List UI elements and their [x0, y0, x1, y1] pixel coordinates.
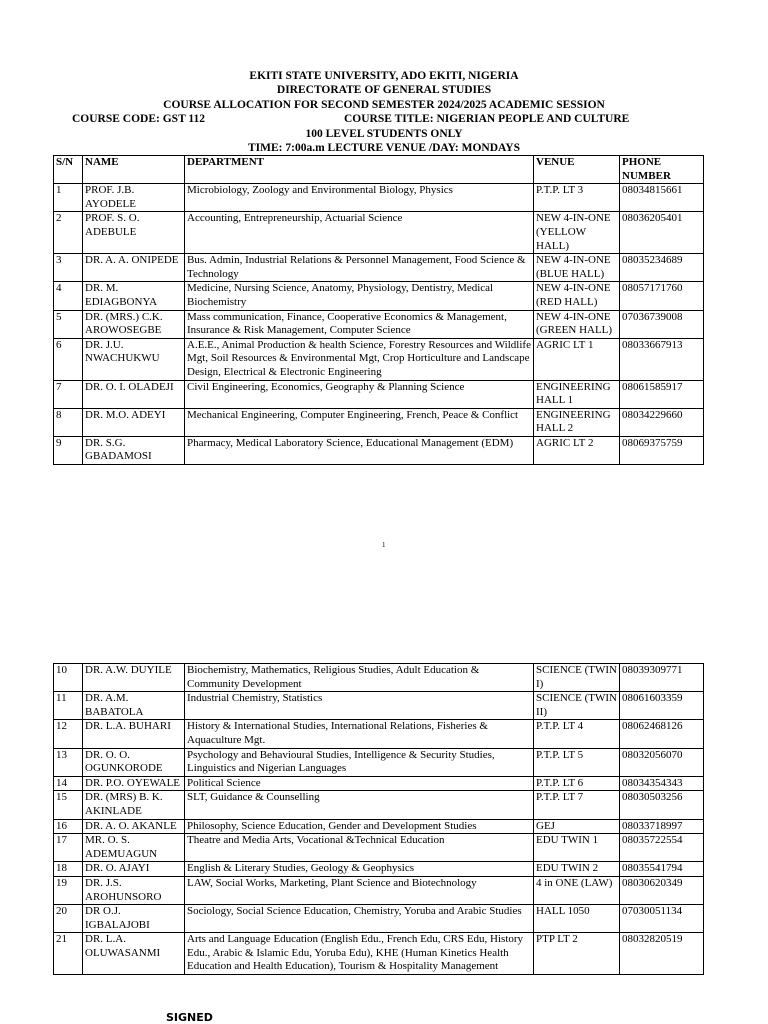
table-row	[54, 310, 704, 338]
cell-venue: P.T.P. LT 7	[534, 791, 620, 819]
cell-venue: SCIENCE (TWIN II)	[534, 692, 620, 720]
cell-name: DR. (MRS) B. K. AKINLADE	[83, 791, 185, 819]
cell-sn: 12	[54, 720, 83, 748]
cell-department: Arts and Language Education (English Edu., French Edu, CRS Edu, History Edu., Arabic & Islamic Edu, Yoruba Edu), KHE (Human Kinetics Health Education and Health Education), Tourism & Hospitality Management	[185, 933, 534, 975]
cell-department: Mechanical Engineering, Computer Engineering, French, Peace & Conflict	[185, 408, 534, 436]
cell-name: DR. M. EDIAGBONYA	[83, 282, 185, 310]
course-code: COURSE CODE: GST 112	[72, 113, 206, 125]
cell-phone: 07030051134	[620, 905, 704, 933]
course-title: COURSE TITLE: NIGERIAN PEOPLE AND CULTURE	[344, 113, 630, 125]
cell-department: LAW, Social Works, Marketing, Plant Science and Biotechnology	[185, 876, 534, 904]
cell-department: Civil Engineering, Economics, Geography & Planning Science	[185, 380, 534, 408]
cell-sn: 13	[54, 748, 83, 776]
cell-sn: 18	[54, 862, 83, 877]
cell-venue: SCIENCE (TWIN I)	[534, 664, 620, 692]
table-row	[54, 282, 704, 310]
cell-phone: 08057171760	[620, 282, 704, 310]
cell-venue: 4 in ONE (LAW)	[534, 876, 620, 904]
table-row	[54, 692, 704, 720]
table-row	[54, 664, 704, 692]
cell-name: DR O.J. IGBALAJOBI	[83, 905, 185, 933]
cell-phone: 08030503256	[620, 791, 704, 819]
table-row	[54, 933, 704, 975]
allocation-table-page1	[53, 155, 704, 465]
table-row	[54, 791, 704, 819]
cell-department: Psychology and Behavioural Studies, Intelligence & Security Studies, Linguistics and Nigerian Languages	[185, 748, 534, 776]
cell-name: DR. J.U. NWACHUKWU	[83, 338, 185, 380]
cell-sn: 5	[54, 310, 83, 338]
cell-sn: 15	[54, 791, 83, 819]
cell-department: Industrial Chemistry, Statistics	[185, 692, 534, 720]
signed-label: SIGNED	[166, 1011, 213, 1024]
table-row	[54, 408, 704, 436]
cell-venue: PTP LT 2	[534, 933, 620, 975]
table-row	[54, 720, 704, 748]
cell-venue: ENGINEERING HALL 1	[534, 380, 620, 408]
time-venue-line: TIME: 7:00a.m LECTURE VENUE /DAY: MONDAYS	[248, 142, 520, 154]
table-row	[54, 776, 704, 791]
table-row	[54, 212, 704, 254]
cell-sn: 6	[54, 338, 83, 380]
col-phone-header: PHONE NUMBER	[620, 156, 704, 184]
table-row	[54, 436, 704, 464]
cell-venue: P.T.P. LT 4	[534, 720, 620, 748]
cell-department: English & Literary Studies, Geology & Geophysics	[185, 862, 534, 877]
cell-name: MR. O. S. ADEMUAGUN	[83, 834, 185, 862]
cell-phone: 08039309771	[620, 664, 704, 692]
cell-name: DR. O. O. OGUNKORODE	[83, 748, 185, 776]
cell-sn: 21	[54, 933, 83, 975]
cell-venue: HALL 1050	[534, 905, 620, 933]
cell-name: DR. A. O. AKANLE	[83, 819, 185, 834]
cell-department: Medicine, Nursing Science, Anatomy, Physiology, Dentistry, Medical Biochemistry	[185, 282, 534, 310]
cell-phone: 08032056070	[620, 748, 704, 776]
cell-sn: 2	[54, 212, 83, 254]
cell-sn: 9	[54, 436, 83, 464]
allocation-table-page2	[53, 663, 704, 975]
cell-venue: P.T.P. LT 3	[534, 184, 620, 212]
cell-department: Microbiology, Zoology and Environmental Biology, Physics	[185, 184, 534, 212]
cell-department: A.E.E., Animal Production & health Science, Forestry Resources and Wildlife Mgt, Soil Resources & Environmental Mgt, Crop Horticulture and Landscape Design, Electrical & Electronic Engineering	[185, 338, 534, 380]
cell-sn: 10	[54, 664, 83, 692]
cell-venue: NEW 4-IN-ONE (GREEN HALL)	[534, 310, 620, 338]
cell-phone: 08030620349	[620, 876, 704, 904]
cell-venue: AGRIC LT 1	[534, 338, 620, 380]
cell-name: DR. (MRS.) C.K. AROWOSEGBE	[83, 310, 185, 338]
cell-name: PROF. S. O. ADEBULE	[83, 212, 185, 254]
cell-phone: 08034354343	[620, 776, 704, 791]
level-note: 100 LEVEL STUDENTS ONLY	[305, 128, 463, 140]
table-row	[54, 862, 704, 877]
table-row	[54, 184, 704, 212]
cell-venue: GEJ	[534, 819, 620, 834]
cell-sn: 20	[54, 905, 83, 933]
cell-venue: P.T.P. LT 5	[534, 748, 620, 776]
col-venue-header: VENUE	[534, 156, 620, 184]
cell-name: DR. S.G. GBADAMOSI	[83, 436, 185, 464]
cell-phone: 08062468126	[620, 720, 704, 748]
table-row	[54, 876, 704, 904]
cell-department: Mass communication, Finance, Cooperative Economics & Management, Insurance & Risk Management, Computer Science	[185, 310, 534, 338]
cell-venue: EDU TWIN 2	[534, 862, 620, 877]
cell-department: Pharmacy, Medical Laboratory Science, Educational Management (EDM)	[185, 436, 534, 464]
cell-department: Theatre and Media Arts, Vocational &Technical Education	[185, 834, 534, 862]
table-row	[54, 905, 704, 933]
cell-name: DR. A. A. ONIPEDE	[83, 254, 185, 282]
allocation-title: COURSE ALLOCATION FOR SECOND SEMESTER 2024/2025 ACADEMIC SESSION	[163, 99, 605, 111]
cell-phone: 08035541794	[620, 862, 704, 877]
cell-department: History & International Studies, International Relations, Fisheries & Aquaculture Mgt.	[185, 720, 534, 748]
cell-phone: 08032820519	[620, 933, 704, 975]
table-row	[54, 338, 704, 380]
cell-name: PROF. J.B. AYODELE	[83, 184, 185, 212]
cell-phone: 08035722554	[620, 834, 704, 862]
cell-phone: 08033667913	[620, 338, 704, 380]
cell-sn: 16	[54, 819, 83, 834]
cell-sn: 3	[54, 254, 83, 282]
table-header-row	[54, 156, 704, 184]
cell-phone: 08069375759	[620, 436, 704, 464]
cell-sn: 11	[54, 692, 83, 720]
col-sn-header: S/N	[54, 156, 83, 184]
cell-department: SLT, Guidance & Counselling	[185, 791, 534, 819]
cell-name: DR. J.S. AROHUNSORO	[83, 876, 185, 904]
page-number: 1	[382, 541, 386, 549]
cell-name: DR. L.A. BUHARI	[83, 720, 185, 748]
cell-department: Accounting, Entrepreneurship, Actuarial Science	[185, 212, 534, 254]
cell-sn: 17	[54, 834, 83, 862]
table-row	[54, 380, 704, 408]
cell-phone: 08035234689	[620, 254, 704, 282]
cell-name: DR. M.O. ADEYI	[83, 408, 185, 436]
cell-department: Biochemistry, Mathematics, Religious Studies, Adult Education & Community Development	[185, 664, 534, 692]
cell-phone: 07036739008	[620, 310, 704, 338]
cell-sn: 14	[54, 776, 83, 791]
cell-phone: 08036205401	[620, 212, 704, 254]
col-department-header: DEPARTMENT	[185, 156, 534, 184]
cell-venue: P.T.P. LT 6	[534, 776, 620, 791]
cell-department: Bus. Admin, Industrial Relations & Personnel Management, Food Science & Technology	[185, 254, 534, 282]
cell-name: DR. O. I. OLADEJI	[83, 380, 185, 408]
university-name: EKITI STATE UNIVERSITY, ADO EKITI, NIGERIA	[249, 70, 519, 82]
cell-department: Sociology, Social Science Education, Chemistry, Yoruba and Arabic Studies	[185, 905, 534, 933]
cell-name: DR. O. AJAYI	[83, 862, 185, 877]
cell-sn: 1	[54, 184, 83, 212]
cell-department: Political Science	[185, 776, 534, 791]
cell-sn: 8	[54, 408, 83, 436]
cell-venue: NEW 4-IN-ONE (BLUE HALL)	[534, 254, 620, 282]
cell-name: DR. A.W. DUYILE	[83, 664, 185, 692]
cell-venue: AGRIC LT 2	[534, 436, 620, 464]
cell-sn: 7	[54, 380, 83, 408]
table-row	[54, 834, 704, 862]
cell-name: DR. L.A. OLUWASANMI	[83, 933, 185, 975]
table-row	[54, 819, 704, 834]
cell-venue: NEW 4-IN-ONE (YELLOW HALL)	[534, 212, 620, 254]
cell-name: DR. P.O. OYEWALE	[83, 776, 185, 791]
cell-phone: 08034815661	[620, 184, 704, 212]
cell-sn: 19	[54, 876, 83, 904]
cell-phone: 08034229660	[620, 408, 704, 436]
table-row	[54, 748, 704, 776]
cell-phone: 08033718997	[620, 819, 704, 834]
col-name-header: NAME	[83, 156, 185, 184]
cell-name: DR. A.M. BABATOLA	[83, 692, 185, 720]
cell-department: Philosophy, Science Education, Gender and Development Studies	[185, 819, 534, 834]
cell-venue: NEW 4-IN-ONE (RED HALL)	[534, 282, 620, 310]
directorate-name: DIRECTORATE OF GENERAL STUDIES	[276, 84, 492, 96]
cell-venue: EDU TWIN 1	[534, 834, 620, 862]
cell-sn: 4	[54, 282, 83, 310]
cell-phone: 08061603359	[620, 692, 704, 720]
cell-phone: 08061585917	[620, 380, 704, 408]
cell-venue: ENGINEERING HALL 2	[534, 408, 620, 436]
table-row	[54, 254, 704, 282]
